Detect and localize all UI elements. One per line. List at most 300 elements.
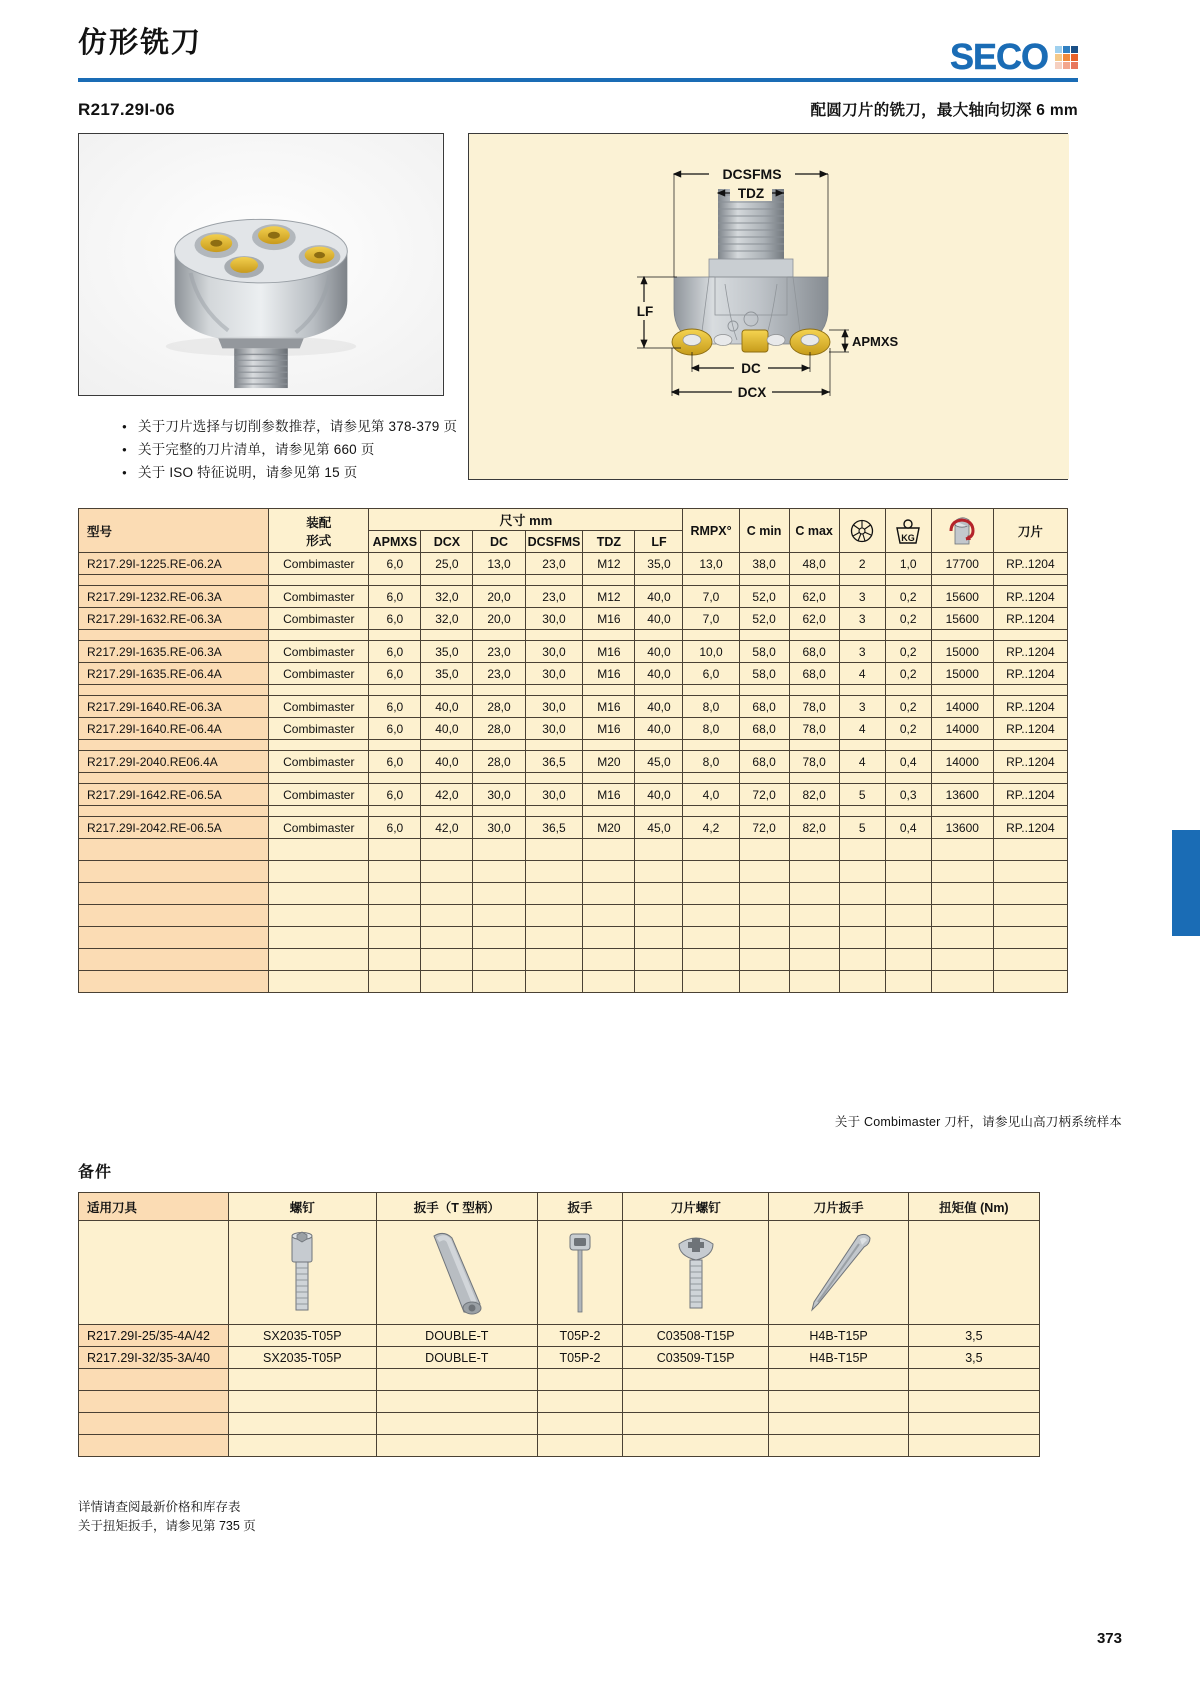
- table-cell: 40,0: [635, 586, 683, 608]
- header-lf: LF: [635, 531, 683, 553]
- header-mount-line1: 装配: [306, 515, 332, 530]
- table-cell: 78,0: [789, 718, 839, 740]
- seco-logo-text: SECO: [949, 36, 1048, 77]
- accessory-cell: [229, 1435, 377, 1457]
- table-cell: [789, 949, 839, 971]
- table-cell: RP..1204: [993, 586, 1067, 608]
- accessory-image-cell: [908, 1221, 1039, 1325]
- table-cell: [369, 971, 421, 993]
- table-cell: [683, 883, 739, 905]
- table-cell: [525, 883, 583, 905]
- specification-table: [78, 508, 1068, 993]
- table-cell: 6,0: [683, 663, 739, 685]
- header-divider: [78, 78, 1078, 82]
- table-cell: 15600: [931, 608, 993, 630]
- table-cell: RP..1204: [993, 663, 1067, 685]
- table-cell: [583, 927, 635, 949]
- accessory-cell: [769, 1413, 908, 1435]
- table-cell: [369, 685, 421, 696]
- table-cell: [839, 905, 885, 927]
- table-cell: [789, 971, 839, 993]
- table-cell: 14000: [931, 718, 993, 740]
- table-cell: 40,0: [635, 641, 683, 663]
- table-cell: [79, 971, 269, 993]
- table-header-row-1: [79, 509, 1068, 531]
- insert-wrench-icon: [802, 1230, 876, 1316]
- table-cell: [473, 971, 525, 993]
- table-cell: RP..1204: [993, 608, 1067, 630]
- accessory-cell: T05P-2: [537, 1347, 622, 1369]
- table-cell: 32,0: [421, 586, 473, 608]
- table-cell: 72,0: [739, 817, 789, 839]
- header-c-max: C max: [789, 509, 839, 553]
- table-cell: 28,0: [473, 696, 525, 718]
- table-cell: [931, 905, 993, 927]
- table-blank-row: [79, 905, 1068, 927]
- weight-kg-icon: [891, 517, 925, 545]
- product-description: 配圆刀片的铣刀，最大轴向切深 6 mm: [810, 102, 1078, 119]
- cell-model: R217.29I-1635.RE-06.3A: [79, 641, 269, 663]
- table-cell: [421, 630, 473, 641]
- header-dc: DC: [473, 531, 525, 553]
- cell-model: R217.29I-1632.RE-06.3A: [79, 608, 269, 630]
- table-cell: [993, 905, 1067, 927]
- table-row[interactable]: [79, 817, 1068, 839]
- table-cell: [583, 949, 635, 971]
- table-cell: M12: [583, 586, 635, 608]
- insert-screw-icon-cell: [623, 1221, 769, 1325]
- table-cell: 30,0: [525, 696, 583, 718]
- table-cell: Combimaster: [269, 586, 369, 608]
- table-cell: [269, 971, 369, 993]
- table-cell: [885, 861, 931, 883]
- accessory-blank-row: [79, 1391, 1040, 1413]
- table-cell: 8,0: [683, 751, 739, 773]
- logo-square: [1055, 46, 1062, 53]
- table-cell: [525, 773, 583, 784]
- table-row[interactable]: [79, 784, 1068, 806]
- table-cell: 78,0: [789, 751, 839, 773]
- table-spacer-row: [79, 773, 1068, 784]
- table-row[interactable]: [79, 586, 1068, 608]
- accessory-cell: [908, 1413, 1039, 1435]
- table-cell: 28,0: [473, 751, 525, 773]
- accessory-cell: [537, 1413, 622, 1435]
- diagram-label-apmxs: APMXS: [852, 334, 899, 349]
- table-blank-row: [79, 883, 1068, 905]
- table-cell: [421, 740, 473, 751]
- table-cell: 62,0: [789, 586, 839, 608]
- header-c-min: C min: [739, 509, 789, 553]
- table-cell: [369, 806, 421, 817]
- logo-square: [1063, 46, 1070, 53]
- table-cell: 68,0: [739, 696, 789, 718]
- table-cell: [635, 630, 683, 641]
- table-cell: [473, 861, 525, 883]
- table-spacer-row: [79, 630, 1068, 641]
- table-cell: [421, 883, 473, 905]
- table-footnote: 关于 Combimaster 刀杆，请参见山高刀柄系统样本: [834, 1115, 1122, 1129]
- table-cell: 4: [839, 663, 885, 685]
- accessory-cell: [908, 1435, 1039, 1457]
- table-cell: RP..1204: [993, 751, 1067, 773]
- table-cell: [473, 773, 525, 784]
- specification-table-wrap: [78, 508, 1068, 993]
- table-cell: 4: [839, 751, 885, 773]
- table-cell: [683, 839, 739, 861]
- table-cell: [885, 773, 931, 784]
- accessory-cell: 3,5: [908, 1347, 1039, 1369]
- table-cell: [739, 905, 789, 927]
- table-cell: 0,2: [885, 586, 931, 608]
- cell-tool-model: R217.29I-25/35-4A/42: [79, 1325, 229, 1347]
- table-row[interactable]: [79, 696, 1068, 718]
- table-cell: M16: [583, 696, 635, 718]
- table-cell: 3: [839, 586, 885, 608]
- table-cell: 30,0: [473, 817, 525, 839]
- table-cell: M16: [583, 608, 635, 630]
- table-cell: [993, 740, 1067, 751]
- table-cell: 40,0: [635, 696, 683, 718]
- table-cell: 82,0: [789, 817, 839, 839]
- table-cell: 7,0: [683, 586, 739, 608]
- wrench-icon-cell: [537, 1221, 622, 1325]
- table-cell: 1,0: [885, 553, 931, 575]
- accessory-blank-row: [79, 1369, 1040, 1391]
- table-cell: 40,0: [635, 718, 683, 740]
- table-cell: [993, 839, 1067, 861]
- table-cell: [635, 883, 683, 905]
- accessory-cell: [376, 1435, 537, 1457]
- accessory-cell: [537, 1391, 622, 1413]
- table-cell: 52,0: [739, 608, 789, 630]
- table-cell: [683, 630, 739, 641]
- table-cell: [839, 773, 885, 784]
- accessory-header: 扭矩值 (Nm): [908, 1193, 1039, 1221]
- table-cell: 82,0: [789, 784, 839, 806]
- table-row[interactable]: [79, 608, 1068, 630]
- technical-diagram-box: [468, 133, 1068, 480]
- table-cell: 35,0: [635, 553, 683, 575]
- header-teeth-count: [839, 509, 885, 553]
- table-cell: 17700: [931, 553, 993, 575]
- table-row[interactable]: [79, 553, 1068, 575]
- table-cell: 52,0: [739, 586, 789, 608]
- table-cell: [739, 630, 789, 641]
- table-cell: [739, 883, 789, 905]
- table-row[interactable]: [79, 751, 1068, 773]
- table-cell: [739, 806, 789, 817]
- table-cell: 14000: [931, 751, 993, 773]
- diagram-label-lf: LF: [636, 304, 654, 319]
- table-blank-row: [79, 949, 1068, 971]
- table-cell: [789, 927, 839, 949]
- accessory-cell: [623, 1391, 769, 1413]
- table-cell: 30,0: [525, 784, 583, 806]
- table-cell: [993, 773, 1067, 784]
- table-cell: [473, 927, 525, 949]
- table-cell: [269, 575, 369, 586]
- accessory-cell: [623, 1435, 769, 1457]
- table-cell: 5: [839, 817, 885, 839]
- table-cell: [993, 861, 1067, 883]
- accessory-cell: 3,5: [908, 1325, 1039, 1347]
- table-cell: [79, 575, 269, 586]
- header-weight: [885, 509, 931, 553]
- table-cell: 40,0: [635, 608, 683, 630]
- accessory-row[interactable]: [79, 1347, 1040, 1369]
- table-cell: 8,0: [683, 696, 739, 718]
- page-footnotes: [78, 1498, 256, 1536]
- table-cell: Combimaster: [269, 751, 369, 773]
- table-cell: [993, 575, 1067, 586]
- screw-icon: [279, 1230, 325, 1316]
- table-cell: [473, 839, 525, 861]
- table-cell: 0,4: [885, 817, 931, 839]
- table-cell: [583, 806, 635, 817]
- table-cell: 4,2: [683, 817, 739, 839]
- accessory-header: 适用刀具: [79, 1193, 229, 1221]
- cell-tool-model: R217.29I-32/35-3A/40: [79, 1347, 229, 1369]
- table-blank-row: [79, 839, 1068, 861]
- table-cell: [683, 861, 739, 883]
- logo-square: [1071, 54, 1078, 61]
- cell-model: R217.29I-1640.RE-06.3A: [79, 696, 269, 718]
- table-cell: [993, 883, 1067, 905]
- table-cell: 20,0: [473, 586, 525, 608]
- insert-wrench-icon-cell: [769, 1221, 908, 1325]
- wrench-icon: [558, 1230, 602, 1316]
- table-cell: [789, 883, 839, 905]
- table-spacer-row: [79, 806, 1068, 817]
- header-dimensions-group: 尺寸 mm: [369, 509, 683, 531]
- accessory-cell: [769, 1369, 908, 1391]
- table-cell: [421, 773, 473, 784]
- table-cell: [739, 949, 789, 971]
- accessory-header: 螺钉: [229, 1193, 377, 1221]
- table-cell: 4,0: [683, 784, 739, 806]
- table-cell: 20,0: [473, 608, 525, 630]
- table-cell: [583, 971, 635, 993]
- table-cell: [583, 630, 635, 641]
- logo-square: [1071, 62, 1078, 69]
- table-cell: 0,2: [885, 696, 931, 718]
- header-apmxs: APMXS: [369, 531, 421, 553]
- table-cell: 72,0: [739, 784, 789, 806]
- accessory-cell: SX2035-T05P: [229, 1347, 377, 1369]
- table-cell: 40,0: [635, 784, 683, 806]
- reference-bullet-list: [82, 416, 502, 485]
- table-cell: [473, 806, 525, 817]
- table-cell: 35,0: [421, 663, 473, 685]
- table-cell: 6,0: [369, 641, 421, 663]
- accessory-cell: [623, 1413, 769, 1435]
- table-cell: 30,0: [525, 663, 583, 685]
- table-cell: Combimaster: [269, 817, 369, 839]
- table-cell: RP..1204: [993, 718, 1067, 740]
- table-cell: [739, 740, 789, 751]
- table-cell: [789, 740, 839, 751]
- table-row[interactable]: [79, 641, 1068, 663]
- table-cell: [839, 839, 885, 861]
- table-cell: 0,4: [885, 751, 931, 773]
- table-cell: 45,0: [635, 751, 683, 773]
- cell-model: R217.29I-1232.RE-06.3A: [79, 586, 269, 608]
- table-cell: [583, 773, 635, 784]
- table-cell: [789, 806, 839, 817]
- table-cell: 3: [839, 696, 885, 718]
- table-cell: M16: [583, 663, 635, 685]
- accessory-cell: [376, 1413, 537, 1435]
- accessory-cell: DOUBLE-T: [376, 1347, 537, 1369]
- table-spacer-row: [79, 685, 1068, 696]
- table-cell: [839, 575, 885, 586]
- table-cell: [525, 685, 583, 696]
- table-cell: 35,0: [421, 641, 473, 663]
- diagram-label-dcsfms: DCSFMS: [722, 166, 782, 182]
- table-cell: [583, 575, 635, 586]
- table-cell: [789, 839, 839, 861]
- t-handle-wrench-icon: [418, 1230, 496, 1316]
- table-cell: 40,0: [421, 751, 473, 773]
- header-dcx: DCX: [421, 531, 473, 553]
- table-cell: [421, 971, 473, 993]
- table-cell: [473, 630, 525, 641]
- logo-square: [1071, 46, 1078, 53]
- table-cell: [931, 740, 993, 751]
- table-cell: [739, 839, 789, 861]
- table-cell: [421, 685, 473, 696]
- table-cell: [583, 883, 635, 905]
- accessory-cell: [769, 1435, 908, 1457]
- table-cell: [739, 927, 789, 949]
- table-cell: Combimaster: [269, 784, 369, 806]
- table-cell: 58,0: [739, 663, 789, 685]
- table-cell: [931, 630, 993, 641]
- screw-icon-cell: [229, 1221, 377, 1325]
- table-cell: [421, 861, 473, 883]
- cell-model: R217.29I-2040.RE06.4A: [79, 751, 269, 773]
- header-mount-line2: 形式: [306, 533, 332, 548]
- table-cell: Combimaster: [269, 608, 369, 630]
- table-cell: Combimaster: [269, 553, 369, 575]
- table-cell: [931, 839, 993, 861]
- table-cell: [885, 685, 931, 696]
- accessories-table: [78, 1192, 1040, 1457]
- table-cell: 15000: [931, 641, 993, 663]
- table-cell: [789, 905, 839, 927]
- accessory-row[interactable]: [79, 1325, 1040, 1347]
- table-cell: 6,0: [369, 751, 421, 773]
- table-cell: [583, 839, 635, 861]
- table-cell: [789, 861, 839, 883]
- table-cell: [683, 773, 739, 784]
- table-spacer-row: [79, 740, 1068, 751]
- table-row[interactable]: [79, 663, 1068, 685]
- table-cell: [525, 861, 583, 883]
- accessories-header-row: [79, 1193, 1040, 1221]
- table-cell: [739, 685, 789, 696]
- accessory-cell: [376, 1391, 537, 1413]
- accessories-table-body: [79, 1221, 1040, 1457]
- table-cell: 6,0: [369, 586, 421, 608]
- table-cell: [635, 839, 683, 861]
- table-cell: 30,0: [525, 641, 583, 663]
- table-cell: 0,2: [885, 718, 931, 740]
- table-cell: [839, 861, 885, 883]
- accessory-cell: [908, 1391, 1039, 1413]
- table-cell: 30,0: [473, 784, 525, 806]
- chapter-side-tab: [1172, 830, 1200, 936]
- cutter-teeth-icon: [847, 518, 877, 544]
- table-cell: [635, 575, 683, 586]
- accessory-cell: [623, 1369, 769, 1391]
- accessory-cell: H4B-T15P: [769, 1325, 908, 1347]
- accessory-cell: [769, 1391, 908, 1413]
- table-cell: [683, 971, 739, 993]
- table-cell: [635, 905, 683, 927]
- table-cell: [525, 927, 583, 949]
- seco-logo: [950, 36, 1078, 78]
- accessory-cell: [79, 1369, 229, 1391]
- table-cell: [79, 883, 269, 905]
- table-cell: [79, 949, 269, 971]
- table-cell: [993, 685, 1067, 696]
- table-cell: 5: [839, 784, 885, 806]
- table-cell: [583, 685, 635, 696]
- table-cell: 28,0: [473, 718, 525, 740]
- accessory-blank-row: [79, 1435, 1040, 1457]
- subheader: [78, 98, 1078, 120]
- accessory-cell: [537, 1435, 622, 1457]
- page-title: 仿形铣刀: [78, 27, 203, 59]
- table-cell: [369, 905, 421, 927]
- accessory-cell: [229, 1391, 377, 1413]
- table-cell: 6,0: [369, 553, 421, 575]
- page-number: 373: [1096, 1630, 1122, 1647]
- table-cell: 15600: [931, 586, 993, 608]
- table-cell: [79, 773, 269, 784]
- table-cell: [583, 905, 635, 927]
- table-cell: [931, 927, 993, 949]
- table-cell: [79, 861, 269, 883]
- table-cell: [931, 971, 993, 993]
- footnote-line: 关于扭矩扳手，请参见第 735 页: [78, 1519, 256, 1533]
- accessories-image-row: [79, 1221, 1040, 1325]
- table-cell: 30,0: [525, 608, 583, 630]
- table-cell: 32,0: [421, 608, 473, 630]
- table-cell: 6,0: [369, 696, 421, 718]
- table-cell: [993, 630, 1067, 641]
- table-cell: [993, 806, 1067, 817]
- table-cell: M16: [583, 641, 635, 663]
- table-cell: [839, 806, 885, 817]
- table-cell: [739, 773, 789, 784]
- accessory-cell: H4B-T15P: [769, 1347, 908, 1369]
- table-cell: 40,0: [635, 663, 683, 685]
- table-cell: [839, 630, 885, 641]
- table-cell: [269, 630, 369, 641]
- list-item: ● 关于 ISO 特征说明，请参见第 15 页: [122, 462, 502, 483]
- table-cell: [931, 575, 993, 586]
- table-cell: [369, 883, 421, 905]
- cell-model: R217.29I-1642.RE-06.5A: [79, 784, 269, 806]
- table-cell: [885, 630, 931, 641]
- table-cell: RP..1204: [993, 817, 1067, 839]
- accessory-header: 扳手: [537, 1193, 622, 1221]
- table-cell: [79, 630, 269, 641]
- table-row[interactable]: [79, 718, 1068, 740]
